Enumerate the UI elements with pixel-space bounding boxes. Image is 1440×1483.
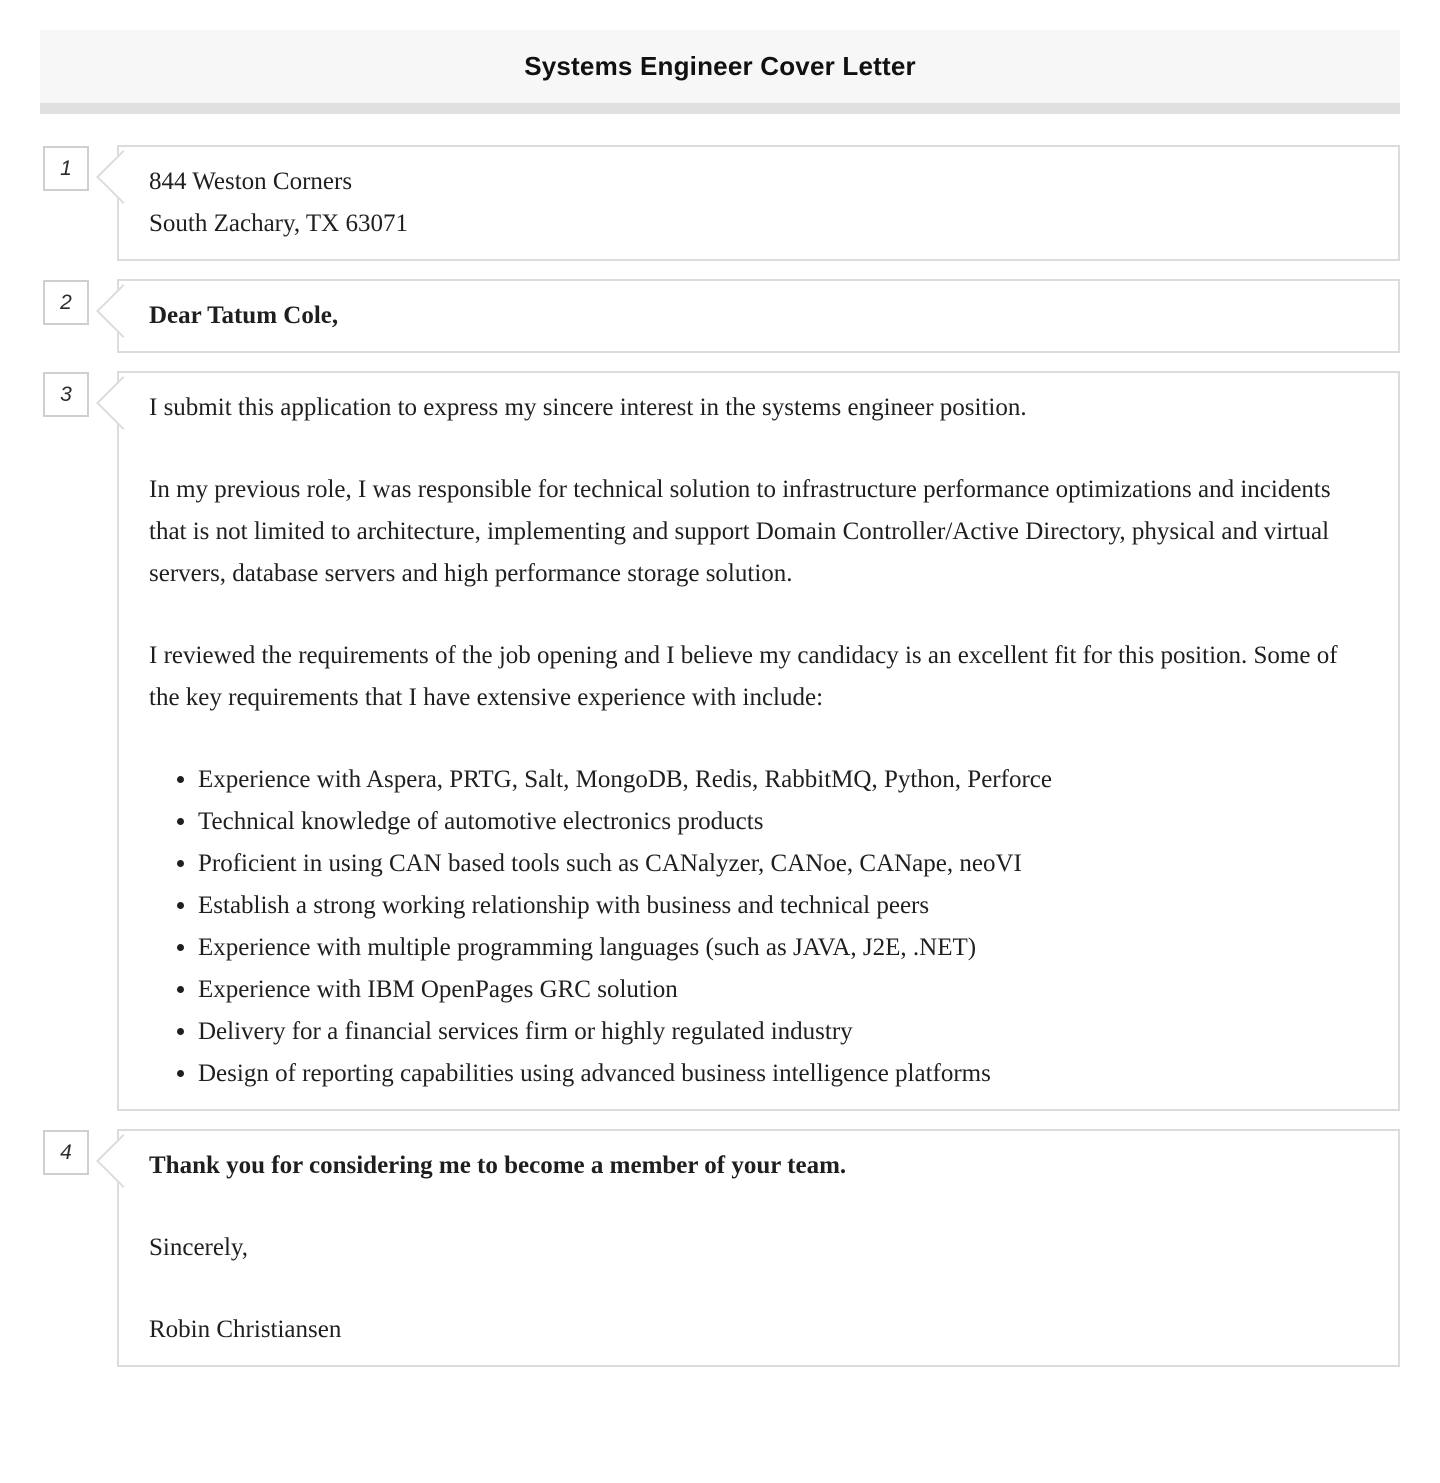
- body-box: [117, 371, 1400, 1111]
- list-item: • Experience with Aspera, PRTG, Salt, MongoDB, Redis, RabbitMQ, Python, Perforce: [198, 759, 1368, 801]
- valediction-text: Sincerely,: [149, 1234, 249, 1261]
- page-title: Systems Engineer Cover Letter: [524, 51, 916, 81]
- address-line-2: South Zachary, TX 63071: [149, 210, 408, 237]
- section-number-badge-4: [43, 1130, 89, 1175]
- requirements-list: [149, 759, 1368, 1095]
- list-item: • Design of reporting capabilities using advanced business intelligence platforms: [198, 1053, 1368, 1095]
- address-box: [117, 145, 1400, 261]
- section-number-badge-1: [43, 146, 89, 191]
- closing-box: [117, 1129, 1400, 1367]
- list-item: • Experience with multiple programming languages (such as JAVA, J2E, .NET): [198, 927, 1368, 969]
- body-paragraph-2: In my previous role, I was responsible for technical solution to infrastructure performance optimizations and incidents that is not limited to architecture, implementing and support Domain Controller/Active Directory, physical and virtual servers, database servers and high performance storage solution.: [149, 476, 1331, 587]
- list-item: • Proficient in using CAN based tools such as CANalyzer, CANoe, CANape, neoVI: [198, 843, 1368, 885]
- section-number-label: 4: [60, 1140, 72, 1164]
- salutation-box: [117, 279, 1400, 353]
- document-header: [40, 30, 1400, 114]
- section-body: [60, 371, 1400, 1111]
- page: [0, 30, 1440, 1483]
- list-item: • Delivery for a financial services firm or highly regulated industry: [198, 1011, 1368, 1053]
- list-item: • Technical knowledge of automotive electronics products: [198, 801, 1368, 843]
- list-item: • Experience with IBM OpenPages GRC solution: [198, 969, 1368, 1011]
- letter-sections: [60, 145, 1400, 1425]
- salutation-text: Dear Tatum Cole,: [149, 302, 339, 329]
- section-address: [60, 145, 1400, 261]
- section-number-badge-3: [43, 372, 89, 417]
- body-paragraph-3: I reviewed the requirements of the job opening and I believe my candidacy is an excellent fit for this position. Some of the key requirements that I have extensive experience with include:: [149, 642, 1338, 711]
- thank-you-text: Thank you for considering me to become a member of your team.: [149, 1152, 847, 1179]
- section-number-label: 2: [60, 290, 72, 314]
- section-salutation: [60, 279, 1400, 353]
- signature-name: Robin Christiansen: [149, 1316, 342, 1343]
- section-number-label: 3: [60, 382, 72, 406]
- body-paragraph-1: I submit this application to express my sincere interest in the systems engineer position.: [149, 394, 1027, 421]
- address-line-1: 844 Weston Corners: [149, 168, 353, 195]
- section-closing: [60, 1129, 1400, 1367]
- section-number-badge-2: [43, 280, 89, 325]
- section-number-label: 1: [60, 156, 72, 180]
- list-item: • Establish a strong working relationship with business and technical peers: [198, 885, 1368, 927]
